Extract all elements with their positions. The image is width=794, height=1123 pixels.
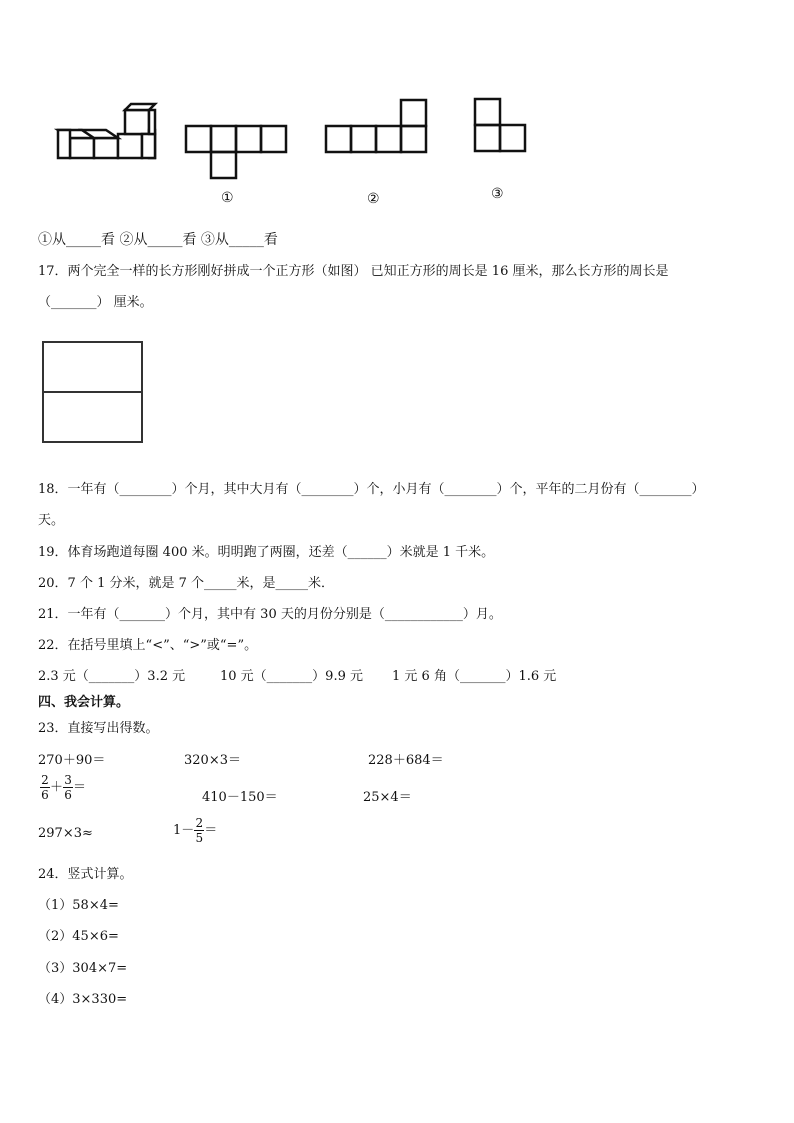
q23-item-5: 410－150＝ [202,790,278,805]
square-figure [42,341,146,445]
denominator: 6 [41,788,49,802]
operator: ＋ [50,780,64,795]
q22-item-2: 10 元（_______）9.9 元 [220,669,363,684]
q23-title: 23．直接写出得数。 [38,721,159,736]
fraction [40,773,50,802]
q21-text: 21．一年有（_______）个月，其中有 30 天的月份分别是（____________）月。 [38,607,502,622]
view-1-figure [185,124,290,204]
q23-item-3: 228＋684＝ [368,753,444,768]
q23-item-7: 297×3≈ [38,826,93,841]
equals: ＝ [204,823,218,838]
numerator: 2 [41,773,49,787]
numerator: 3 [64,773,72,787]
q24-item-4: （4）3×330= [38,992,128,1007]
view-1-label: ① [221,190,234,206]
q19-text: 19．体育场跑道每圈 400 米。明明跑了两圈，还差（______）米就是 1 千米。 [38,545,495,560]
q23-item-1: 270＋90＝ [38,753,106,768]
fraction [63,773,73,802]
view-2-figure [325,98,435,158]
denominator: 5 [195,831,204,845]
q23-item-2: 320×3＝ [184,753,241,768]
equals: ＝ [73,780,87,795]
view-3-label: ③ [491,186,504,202]
denominator: 6 [64,788,72,802]
q18-text-line1: 18．一年有（________）个月，其中大月有（________）个，小月有（________）个，平年的二月份有（________） [38,482,705,497]
q24-item-3: （3）304×7= [38,961,128,976]
q23-fraction-diff [173,816,217,845]
view-3-figure [474,97,534,157]
q23-item-6: 25×4＝ [363,790,412,805]
q23-fraction-sum [40,773,86,802]
q24-item-1: （1）58×4= [38,898,119,913]
view-2-label: ② [367,191,380,207]
q17-text-line2: （_______） 厘米。 [38,295,153,310]
q24-title: 24．竖式计算。 [38,867,133,882]
fraction [194,816,204,845]
q18-text-line2: 天。 [38,513,65,528]
q17-text-line1: 17．两个完全一样的长方形刚好拼成一个正方形（如图） 已知正方形的周长是 16 厘米，那么长方形的周长是 [38,264,669,279]
q22-title: 22．在括号里填上“<”、“>”或“=”。 [38,638,258,653]
numerator: 2 [195,816,204,830]
q20-text: 20．7 个 1 分米，就是 7 个_____米，是_____米． [38,576,335,591]
section-4-heading: 四、我会计算。 [38,695,130,710]
operand: 1－ [173,823,195,838]
q22-item-1: 2.3 元（_______）3.2 元 [38,669,186,684]
q22-item-3: 1 元 6 角（_______）1.6 元 [392,669,557,684]
cube-arrangement-figure [55,100,165,170]
q24-item-2: （2）45×6= [38,929,119,944]
views-answer-line: ①从_____看 ②从_____看 ③从_____看 [38,232,278,248]
